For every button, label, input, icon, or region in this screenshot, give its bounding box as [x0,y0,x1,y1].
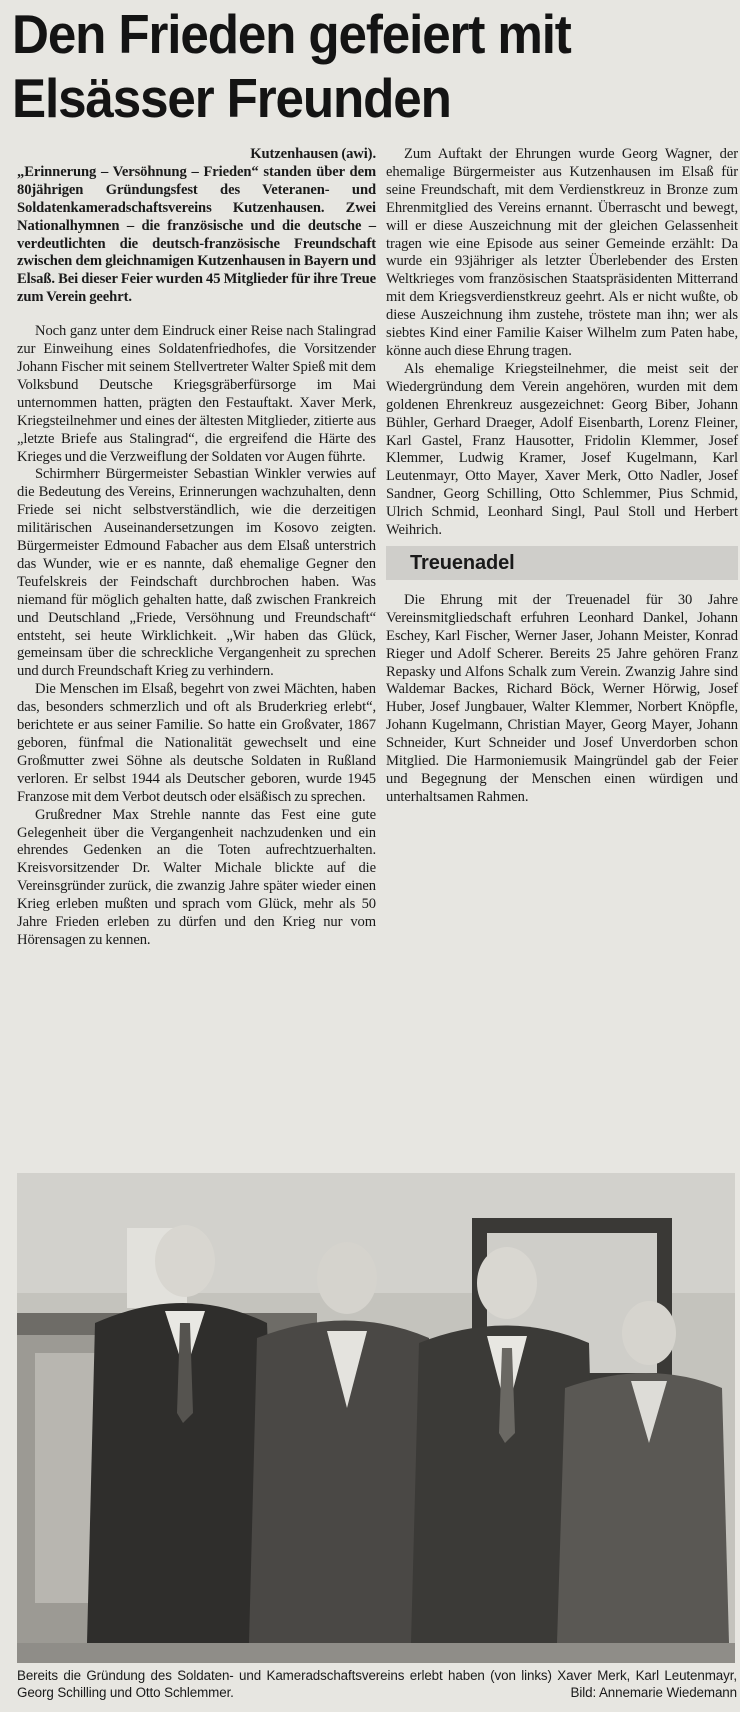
paragraph-gap [17,307,376,323]
paragraph-5: Zum Auftakt der Ehrungen wurde Georg Wagner, der ehemalige Bürgermeister aus Kutzenhausen im Elsaß für seine Freundschaft, mit dem Verdienstkreuz in Bronze zum Ehrenmitglied des Vereins ernannt. Überrascht und bewegt, will er diese Auszeichnung mit der gleichen Gelassenheit tragen wie eine Episode aus seiner Gemeinde erzählt: Da wurde ein 93jähriger als letzter Überlebender des Ersten Weltkrieges vom französischen Staatspräsidenten Mitterrand mit dem Kriegsverdienstkreuz geehrt. Als er nicht wußte, ob diese Auszeichnung ihm zustehe, tröstete man ihn; wer als siebtes Kind einer Familie Kaiser Wilhelm zum Paten habe, könne auch diese Ehrung tragen. [386,146,738,359]
group-photo [17,1173,735,1663]
caption-text: Bereits die Gründung des Soldaten- und Kameradschaftsvereins erlebt haben (von links) Xaver Merk, Karl Leutenmayr, Georg Schilling und Otto Schlemmer. [17,1668,737,1700]
paragraph-6: Als ehemalige Kriegsteilnehmer, die meist seit der Wiedergründung dem Verein angehören, wurden mit dem goldenen Ehrenkreuz ausgezeichnet: Georg Biber, Johann Bühler, Gerhard Draeger, Adolf Eisenbarth, Lorenz Fleiner, Karl Gastel, Franz Hausotter, Fridolin Klemmer, Josef Klemmer, Ludwig Kramer, Josef Kugelmann, Karl Leutenmayr, Otto Mayer, Xaver Merk, Otto Nadler, Josef Sandner, Georg Schilling, Otto Schlemmer, Pius Schmid, Ulrich Schmid, Leonhard Singl, Paul Stoll und Herbert Weihrich. [386,360,738,539]
headline [12,2,682,130]
photo-credit: Bild: Annemarie Wiedemann [570,1685,737,1700]
paragraph-7: Die Ehrung mit der Treuenadel für 30 Jahre Vereinsmitgliedschaft erfuhren Leonhard Dankel, Johann Eschey, Karl Fischer, Werner Jaser, Johann Meister, Konrad Rieger und Adolf Scherer. Bereits 25 Jahre gehören Franz Repasky und Alfons Schalk zum Verein. Zwanzig Jahre sind Waldemar Backes, Richard Böck, Werner Hörwig, Josef Huber, Josef Jungbauer, Walter Klemmer, Norbert Knöpfle, Johann Kugelmann, Christian Mayer, Georg Mayer, Johann Schneider, Kurt Schneider und Josef Unverdorben schon Mitglied. Die Harmoniemusik Maingründel gab der Feier und Begegnung der Menschen einen würdigen und unterhaltsamen Rahmen. [386,591,738,805]
article-column-right [386,146,738,807]
headline-line-1: Den Frieden gefeiert mit [12,3,571,65]
group-photo-image [17,1173,735,1663]
photo-caption [17,1667,737,1701]
dateline: Kutzenhausen (awi). [250,146,376,162]
headline-line-2: Elsässer Freunden [12,67,451,129]
subheading-treuenadel: Treuenadel [386,546,738,580]
lead-paragraph: „Erinnerung – Versöhnung – Frieden“ standen über dem 80jährigen Gründungsfest des Veteranen- und Soldatenkameradschaftsvereins Kutzenhausen. Zwei Nationalhymnen – die französische und die deutsche – verdeutlichten die deutsch-französische Freundschaft zwischen dem gleichnamigen Kutzenhausen in Bayern und Elsaß. Bei dieser Feier wurden 45 Mitglieder für ihre Treue zum Verein geehrt. [17,163,376,306]
paragraph-1: Noch ganz unter dem Eindruck einer Reise nach Stalingrad zur Einweihung eines Soldatenfriedhofes, die Vorsitzender Johann Fischer mit seinem Stellvertreter Walter Spieß mit dem Volksbund Deutsche Kriegsgräberfürsorge im Mai unternommen hatten, prägten den Festauftakt. Xaver Merk, Kriegsteilnehmer und eines der ältesten Mitglieder, zitierte aus „letzte Briefe aus Stalingrad“, die ergreifend die Härte des Krieges und die Verzweiflung der Soldaten vor Augen führte. [17,323,376,465]
article-column-left [17,146,376,950]
paragraph-3: Die Menschen im Elsaß, begehrt von zwei Mächten, haben das, besonders schmerzlich und oft als Bruderkrieg erlebt“, berichtete er aus seiner Familie. So hatte ein Großvater, 1867 geboren, fünfmal die Nationalität gewechselt und eine Großmutter zwei Söhne als deutsche Soldaten in Rußland verloren. Er selbst 1944 als Deutscher geboren, wurde 1945 Franzose mit dem Verbot deutsch oder elsäßisch zu sprechen. [17,681,376,805]
paragraph-2: Schirmherr Bürgermeister Sebastian Winkler verwies auf die Bedeutung des Vereins, Erinnerungen wachzuhalten, denn Friede sei nicht selbstverständlich, wie die derzeitigen militärischen Auseinandersetzungen im Kosovo zeigten. Bürgermeister Edmound Fabacher aus dem Elsaß unterstrich das Wunder, wie er es nannte, daß ehemalige Gegner den Teufelskreis der Feindschaft durchbrochen haben. Was niemand für möglich gehalten hatte, daß zwischen Frankreich und Deutschland „Friede, Versöhnung und Freundschaft“ entsteht, sei heute Wirklichkeit. „Wir haben das Glück, gemeinsam über die schreckliche Vergangenheit zu sprechen und durch Freundschaft Krieg zu verhindern. [17,466,376,680]
paragraph-4: Grußredner Max Strehle nannte das Fest eine gute Gelegenheit über die Vergangenheit nachzudenken und ein ehrendes Gedenken an die Toten aufrechtzuerhalten. Kreisvorsitzender Dr. Walter Michale blickte auf die Vereinsgründer zurück, die zwanzig Jahre später wieder einen Krieg erleben mußten und sprach vom Glück, mehr als 50 Jahre Frieden erleben zu dürfen und den Krieg nur vom Hörensagen zu kennen. [17,806,376,948]
